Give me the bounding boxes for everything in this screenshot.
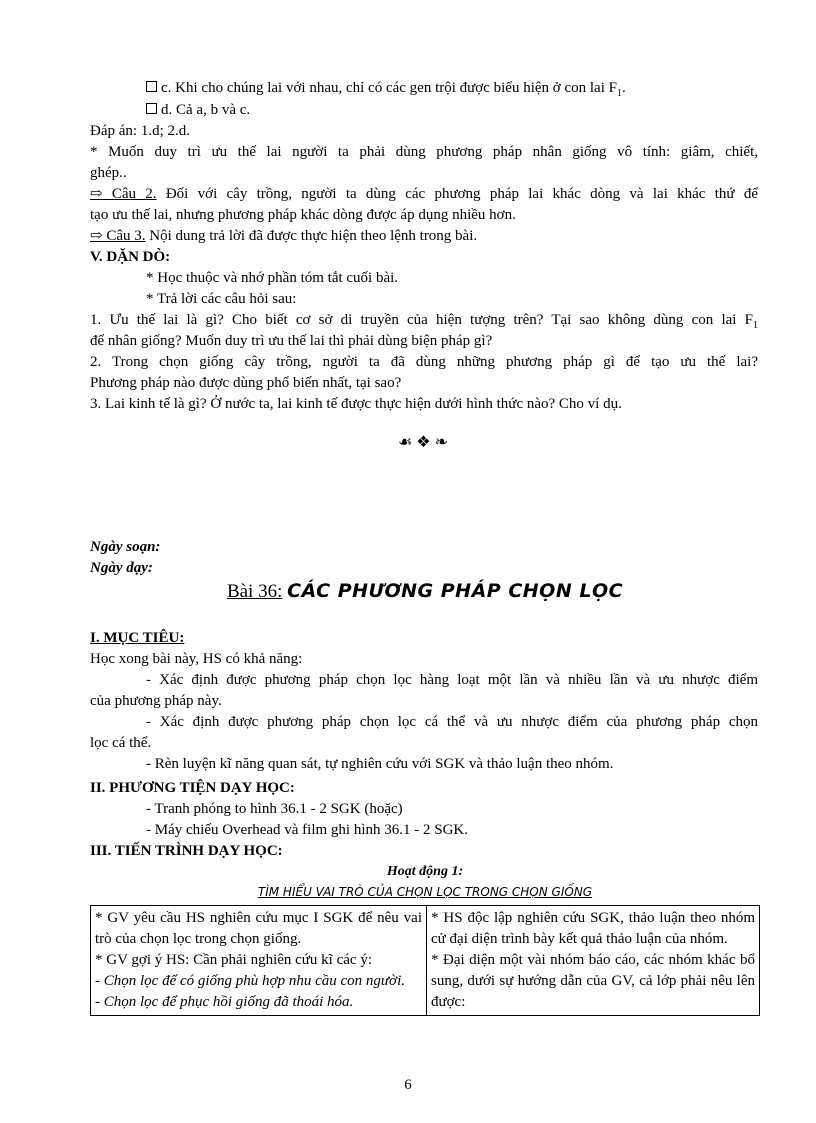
student-column [427,906,760,1016]
section-3-heading: III. TIẾN TRÌNH DẠY HỌC: [90,843,283,859]
objective-2b: lọc cá thể. [90,735,152,751]
section-1-heading: I. MỤC TIÊU: [90,630,185,646]
option-d: d. Cả a, b và c. [146,100,250,121]
note-line-1: * Muốn duy trì ưu thế lai người ta phải dùng phương pháp nhân giống vô tính: giâm, chiết, [90,144,758,160]
teacher-para-4: - Chọn lọc để phục hồi giống đã thoái hóa. [95,994,354,1010]
cau3-line: ⇨ Câu 3. Nội dung trả lời đã được thực hiện theo lệnh trong bài. [90,228,478,244]
section-2-heading: II. PHƯƠNG TIỆN DẠY HỌC: [90,780,295,796]
note-line-2: ghép.. [90,165,127,181]
means-2: - Máy chiếu Overhead và film ghi hình 36.1 - 2 SGK. [146,822,469,838]
checkbox-icon [146,81,157,92]
question-2a: 2. Trong chọn giống cây trồng, người ta đã dùng những phương pháp gì để tạo ưu thế lai? [90,354,758,370]
question-1a: 1. Ưu thế lai là gì? Cho biết cơ sở di truyền của hiện tượng trên? Tại sao không dùng con lai $F_1$ [90,312,758,331]
cau2-line-2: tạo ưu thế lai, nhưng phương pháp khác dòng được áp dụng nhiều hơn. [90,207,516,223]
cau2-label: Câu 2. [111,186,157,202]
page-number: 6 [404,1077,412,1093]
means-1: - Tranh phóng to hình 36.1 - 2 SGK (hoặc) [146,801,403,817]
lesson-title [90,580,760,603]
cau3-label: Câu 3. [106,228,146,244]
activity-table [90,905,760,1016]
cau2-line: ⇨ Câu 2. Đối với cây trồng, người ta dùng các phương pháp lai khác dòng và lai khác thứ để [90,186,758,202]
student-para-2: * Đại diện một vài nhóm báo cáo, các nhóm khác bổ sung, dưới sự hướng dẫn của GV, cả lớp phải nêu lên được: [431,952,755,1010]
answer-line: Đáp án: 1.d; 2.d. [90,123,190,139]
date-prepared: Ngày soạn: [90,539,161,555]
lesson-number: Bài 36: [226,581,283,602]
objective-1a: - Xác định được phương pháp chọn lọc hàng loạt một lần và nhiều lần và ưu nhược điểm [146,672,758,688]
intro-line: Học xong bài này, HS có khả năng: [90,651,303,667]
arrow-icon: ⇨ [90,186,112,202]
date-taught: Ngày dạy: [90,560,153,576]
objective-1b: của phương pháp này. [90,693,222,709]
activity-heading: Hoạt động 1: [386,864,464,879]
arrow-icon: ⇨ [90,228,107,244]
option-c: c. Khi cho chúng lai với nhau, chỉ có các gen trội được biểu hiện ở con lai $F_1$. [146,78,626,104]
homework-1: * Học thuộc và nhớ phần tóm tắt cuối bài. [146,270,399,286]
section-v-heading: V. DẶN DÒ: [90,249,171,265]
student-para-1: * HS độc lập nghiên cứu SGK, thảo luận theo nhóm cử đại diện trình bày kết quả thảo luận của nhóm. [431,910,755,947]
objective-3: - Rèn luyện kĩ năng quan sát, tự nghiên cứu với SGK và thảo luận theo nhóm. [146,756,614,772]
checkbox-icon [146,103,157,114]
ornament-divider: ☙❖❧ [397,434,453,451]
teacher-para-2: * GV gợi ý HS: Cần phải nghiên cứu kĩ các ý: [95,952,372,968]
question-2b: Phương pháp nào được dùng phổ biến nhất, tại sao? [90,375,402,391]
objective-2a: - Xác định được phương pháp chọn lọc cá thể và ưu nhược điểm của phương pháp chọn [146,714,758,730]
teacher-para-3: - Chọn lọc để có giống phù hợp nhu cầu con người. [95,973,405,989]
homework-2: * Trả lời các câu hỏi sau: [146,291,297,307]
question-3: 3. Lai kinh tế là gì? Ở nước ta, lai kinh tế được thực hiện dưới hình thức nào? Cho ví dụ. [90,396,622,412]
question-1b: để nhân giống? Muốn duy trì ưu thế lai thì phải dùng biện pháp gì? [90,333,493,349]
table-row [91,906,760,1016]
activity-title: TÌM HIỂU VAI TRÒ CỦA CHỌN LỌC TRONG CHỌN GIỐNG [257,885,593,899]
teacher-column [91,906,427,1016]
lesson-name: CÁC PHƯƠNG PHÁP CHỌN LỌC [287,580,624,602]
teacher-para-1: * GV yêu cầu HS nghiên cứu mục I SGK để nêu vai trò của chọn lọc trong chọn giống. [95,910,422,947]
